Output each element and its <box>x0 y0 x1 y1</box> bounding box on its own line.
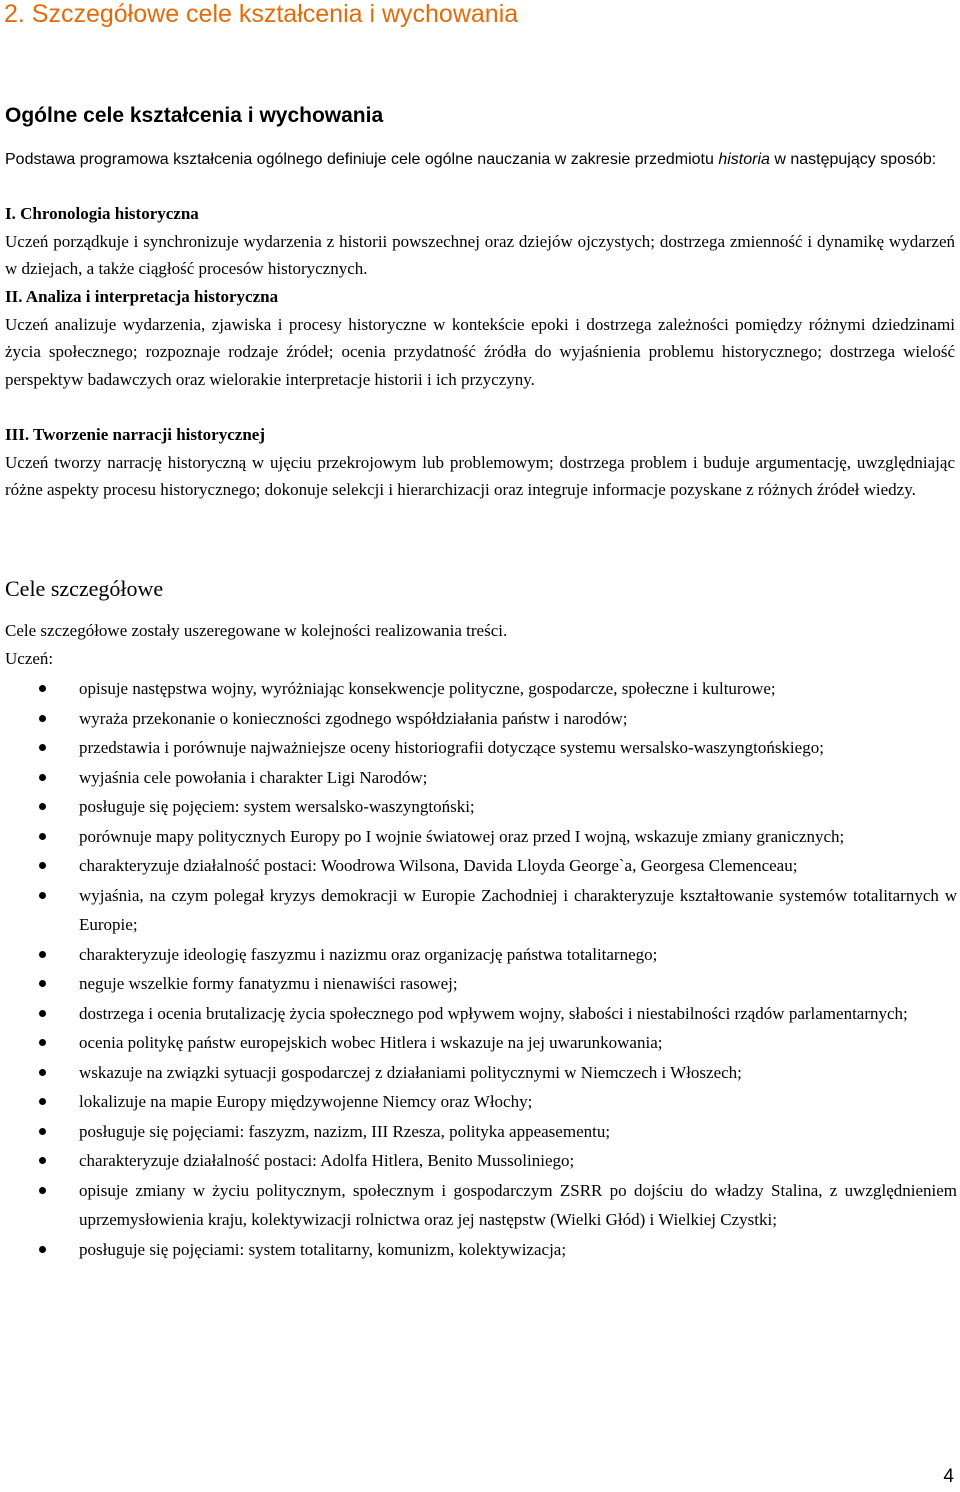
list-item-text: charakteryzuje działalność postaci: Adolfa Hitlera, Benito Mussoliniego; <box>79 1151 575 1170</box>
list-item <box>0 763 957 793</box>
detailed-goals-heading: Cele szczegółowe <box>5 576 164 601</box>
section-chronology <box>5 200 955 283</box>
list-item-text: charakteryzuje działalność postaci: Woodrowa Wilsona, Davida Lloyda George`a, Georgesa Clemenceau; <box>79 856 798 875</box>
bullet-icon <box>39 803 46 810</box>
list-item <box>0 851 957 881</box>
list-item <box>0 704 957 734</box>
bullet-icon <box>39 1187 46 1194</box>
section-body: Uczeń analizuje wydarzenia, zjawiska i procesy historyczne w kontekście epoki i dostrzega zależności pomiędzy różnymi dziedzinami życia społecznego; rozpoznaje rodzaje źródeł; ocenia przydatność źródła do wyjaśnienia problemu historycznego; dostrzega wielość perspektyw badawczych oraz wielorakie interpretacje historii i ich przyczyny. <box>5 314 955 389</box>
list-item <box>0 999 957 1029</box>
bullet-icon <box>39 833 46 840</box>
list-item <box>0 822 957 852</box>
section-body: Uczeń porządkuje i synchronizuje wydarzenia z historii powszechnej oraz dziejów ojczystych; dostrzega zmienność i dynamikę wydarzeń w dziejach, a także ciągłość procesów historycznych. <box>5 231 955 278</box>
intro-paragraph <box>5 146 955 174</box>
bullet-icon <box>39 1157 46 1164</box>
bullet-icon <box>39 685 46 692</box>
list-item-text: przedstawia i porównuje najważniejsze oceny historiografii dotyczące systemu wersalsko-waszyngtońskiego; <box>79 738 824 757</box>
objectives-list <box>0 674 957 1264</box>
intro-text-before: Podstawa programowa kształcenia ogólnego definiuje cele ogólne nauczania w zakresie przedmiotu <box>5 151 719 168</box>
list-item-text: lokalizuje na mapie Europy międzywojenne Niemcy oraz Włochy; <box>79 1092 533 1111</box>
list-item <box>0 792 957 822</box>
bullet-icon <box>39 1098 46 1105</box>
main-title: 2. Szczegółowe cele kształcenia i wychowania <box>4 0 519 28</box>
list-item <box>0 1235 957 1265</box>
list-item-text: opisuje następstwa wojny, wyróżniając konsekwencje polityczne, gospodarcze, społeczne i kulturowe; <box>79 679 776 698</box>
intro-text-after: w następujący sposób: <box>769 151 937 168</box>
list-item-text: posługuje się pojęciami: system totalitarny, komunizm, kolektywizacja; <box>79 1239 567 1259</box>
list-item-text: wyjaśnia, na czym polegał kryzys demokracji w Europie Zachodniej i charakteryzuje kształtowanie systemów totalitarnych w Europie; <box>79 885 957 934</box>
list-item-text: neguje wszelkie formy fanatyzmu i nienawiści rasowej; <box>79 974 458 993</box>
list-item <box>0 1117 957 1147</box>
list-item-text: dostrzega i ocenia brutalizację życia społecznego pod wpływem wojny, słabości i niestabilności rządów parlamentarnych; <box>79 1003 908 1023</box>
list-item <box>0 1058 957 1088</box>
general-goals-heading: Ogólne cele kształcenia i wychowania <box>5 104 384 127</box>
list-item <box>0 969 957 999</box>
list-item-text: wyjaśnia cele powołania i charakter Ligi Narodów; <box>79 767 428 787</box>
detailed-intro-text: Cele szczegółowe zostały uszeregowane w kolejności realizowania treści. <box>5 621 508 640</box>
list-item <box>0 1176 957 1235</box>
list-item-text: wskazuje na związki sytuacji gospodarczej z działaniami politycznymi w Niemczech i Włoszech; <box>79 1062 742 1082</box>
list-item-text: charakteryzuje ideologię faszyzmu i nazizmu oraz organizację państwa totalitarnego; <box>79 944 658 964</box>
list-item-text: ocenia politykę państw europejskich wobec Hitlera i wskazuje na jej uwarunkowania; <box>79 1033 663 1052</box>
bullet-icon <box>39 1246 46 1253</box>
list-item <box>0 1146 957 1176</box>
bullet-icon <box>39 715 46 722</box>
section-heading: III. Tworzenie narracji historycznej <box>5 425 265 444</box>
section-narration <box>5 421 955 504</box>
bullet-icon <box>39 862 46 869</box>
bullet-icon <box>39 980 46 987</box>
section-body: Uczeń tworzy narrację historyczną w ujęciu przekrojowym lub problemowym; dostrzega problem i buduje argumentację, uwzględniając różne aspekty procesu historycznego; dokonuje selekcji i hierarchizacji oraz integruje informacje pozyskane z różnych źródeł wiedzy. <box>5 452 955 499</box>
list-item <box>0 674 957 704</box>
bullet-icon <box>39 744 46 751</box>
bullet-icon <box>39 774 46 781</box>
list-item <box>0 1087 957 1117</box>
section-heading: II. Analiza i interpretacja historyczna <box>5 287 279 306</box>
list-item-text: wyraża przekonanie o konieczności zgodnego współdziałania państw i narodów; <box>79 708 628 728</box>
bullet-icon <box>39 892 46 899</box>
detailed-intro <box>5 617 955 672</box>
list-item-text: posługuje się pojęciami: faszyzm, nazizm, III Rzesza, polityka appeasementu; <box>79 1121 611 1141</box>
intro-subject: historia <box>718 151 770 168</box>
list-item <box>0 940 957 970</box>
list-item <box>0 1028 957 1058</box>
list-item-text: posługuje się pojęciem: system wersalsko-waszyngtoński; <box>79 797 475 816</box>
section-analysis <box>5 283 955 393</box>
bullet-icon <box>39 1010 46 1017</box>
list-item-text: porównuje mapy politycznych Europy po I wojnie światowej oraz przed I wojną, wskazuje zmiany granicznych; <box>79 826 845 846</box>
student-label: Uczeń: <box>5 648 54 668</box>
bullet-icon <box>39 1039 46 1046</box>
page-number: 4 <box>943 1466 954 1487</box>
section-heading: I. Chronologia historyczna <box>5 204 199 223</box>
bullet-icon <box>39 951 46 958</box>
list-item <box>0 733 957 763</box>
bullet-icon <box>39 1128 46 1135</box>
list-item-text: opisuje zmiany w życiu politycznym, społecznym i gospodarczym ZSRR po dojściu do władzy Stalina, z uwzględnieniem uprzemysłowienia kraju, kolektywizacji rolnictwa oraz jej następstw (Wielki Głód) i Wielkiej Czystki; <box>79 1180 957 1229</box>
list-item <box>0 881 957 940</box>
bullet-icon <box>39 1069 46 1076</box>
